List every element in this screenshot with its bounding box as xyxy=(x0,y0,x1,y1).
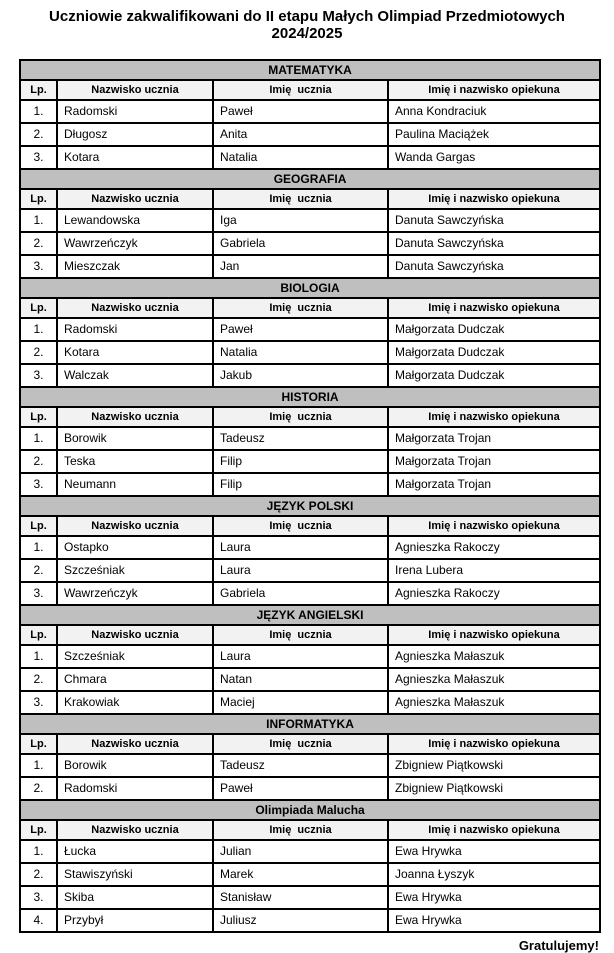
column-header: Imię ucznia xyxy=(213,734,388,754)
column-header: Nazwisko ucznia xyxy=(57,734,213,754)
cell-lp: 1. xyxy=(20,427,57,450)
column-header: Imię ucznia xyxy=(213,407,388,427)
table-row xyxy=(20,318,600,341)
cell-lp: 2. xyxy=(20,668,57,691)
table-row xyxy=(20,645,600,668)
cell-surname: Wawrzeńczyk xyxy=(57,582,213,605)
cell-lp: 3. xyxy=(20,473,57,496)
cell-guardian: Małgorzata Dudczak xyxy=(388,318,600,341)
column-header: Imię i nazwisko opiekuna xyxy=(388,820,600,840)
column-header: Nazwisko ucznia xyxy=(57,516,213,536)
cell-surname: Szcześniak xyxy=(57,559,213,582)
table-row xyxy=(20,668,600,691)
cell-guardian: Agnieszka Małaszuk xyxy=(388,691,600,714)
section-title: HISTORIA xyxy=(20,387,600,407)
column-header: Imię i nazwisko opiekuna xyxy=(388,516,600,536)
section-title: Olimpiada Malucha xyxy=(20,800,600,820)
cell-guardian: Ewa Hrywka xyxy=(388,886,600,909)
table-row xyxy=(20,536,600,559)
cell-guardian: Agnieszka Rakoczy xyxy=(388,536,600,559)
cell-lp: 1. xyxy=(20,754,57,777)
cell-surname: Borowik xyxy=(57,427,213,450)
section-title: GEOGRAFIA xyxy=(20,169,600,189)
cell-lp: 2. xyxy=(20,450,57,473)
cell-lp: 4. xyxy=(20,909,57,932)
cell-firstname: Natalia xyxy=(213,341,388,364)
cell-surname: Teska xyxy=(57,450,213,473)
column-header-row xyxy=(20,820,600,840)
cell-guardian: Danuta Sawczyńska xyxy=(388,209,600,232)
cell-lp: 3. xyxy=(20,691,57,714)
table-row xyxy=(20,691,600,714)
column-header: Nazwisko ucznia xyxy=(57,189,213,209)
section-header-row xyxy=(20,387,600,407)
column-header: Lp. xyxy=(20,734,57,754)
cell-surname: Szcześniak xyxy=(57,645,213,668)
column-header: Imię i nazwisko opiekuna xyxy=(388,407,600,427)
cell-surname: Wawrzeńczyk xyxy=(57,232,213,255)
cell-lp: 2. xyxy=(20,232,57,255)
cell-firstname: Julian xyxy=(213,840,388,863)
cell-firstname: Natan xyxy=(213,668,388,691)
column-header: Lp. xyxy=(20,298,57,318)
table-row xyxy=(20,582,600,605)
cell-surname: Krakowiak xyxy=(57,691,213,714)
subject-section xyxy=(20,800,600,932)
cell-surname: Kotara xyxy=(57,341,213,364)
section-header-row xyxy=(20,496,600,516)
column-header: Lp. xyxy=(20,625,57,645)
cell-surname: Neumann xyxy=(57,473,213,496)
cell-surname: Ostapko xyxy=(57,536,213,559)
table-row xyxy=(20,863,600,886)
cell-surname: Walczak xyxy=(57,364,213,387)
results-table xyxy=(19,59,601,933)
cell-guardian: Małgorzata Dudczak xyxy=(388,364,600,387)
column-header: Nazwisko ucznia xyxy=(57,80,213,100)
column-header: Imię i nazwisko opiekuna xyxy=(388,625,600,645)
cell-firstname: Natalia xyxy=(213,146,388,169)
cell-lp: 1. xyxy=(20,645,57,668)
cell-surname: Radomski xyxy=(57,100,213,123)
cell-lp: 3. xyxy=(20,886,57,909)
cell-firstname: Marek xyxy=(213,863,388,886)
cell-firstname: Paweł xyxy=(213,100,388,123)
column-header-row xyxy=(20,516,600,536)
table-row xyxy=(20,255,600,278)
column-header: Imię ucznia xyxy=(213,516,388,536)
column-header-row xyxy=(20,625,600,645)
table-row xyxy=(20,559,600,582)
table-row xyxy=(20,341,600,364)
column-header: Nazwisko ucznia xyxy=(57,298,213,318)
section-header-row xyxy=(20,714,600,734)
cell-lp: 1. xyxy=(20,840,57,863)
column-header-row xyxy=(20,80,600,100)
cell-guardian: Joanna Łyszyk xyxy=(388,863,600,886)
column-header: Lp. xyxy=(20,820,57,840)
title-line-1: Uczniowie zakwalifikowani do II etapu Małych Olimpiad Przedmiotowych xyxy=(49,8,565,25)
table-row xyxy=(20,232,600,255)
column-header: Imię ucznia xyxy=(213,625,388,645)
column-header: Imię ucznia xyxy=(213,820,388,840)
column-header: Nazwisko ucznia xyxy=(57,625,213,645)
cell-surname: Borowik xyxy=(57,754,213,777)
cell-firstname: Paweł xyxy=(213,777,388,800)
subject-section xyxy=(20,496,600,605)
cell-surname: Skiba xyxy=(57,886,213,909)
cell-firstname: Jakub xyxy=(213,364,388,387)
cell-lp: 3. xyxy=(20,582,57,605)
table-row xyxy=(20,909,600,932)
cell-lp: 1. xyxy=(20,209,57,232)
cell-lp: 2. xyxy=(20,123,57,146)
cell-firstname: Iga xyxy=(213,209,388,232)
section-header-row xyxy=(20,60,600,80)
cell-surname: Radomski xyxy=(57,777,213,800)
cell-firstname: Laura xyxy=(213,559,388,582)
cell-guardian: Agnieszka Rakoczy xyxy=(388,582,600,605)
table-row xyxy=(20,209,600,232)
subject-section xyxy=(20,60,600,169)
cell-firstname: Maciej xyxy=(213,691,388,714)
table-row xyxy=(20,886,600,909)
subject-section xyxy=(20,387,600,496)
cell-guardian: Irena Lubera xyxy=(388,559,600,582)
subject-section xyxy=(20,605,600,714)
congrats-text: Gratulujemy! xyxy=(518,937,599,953)
column-header-row xyxy=(20,734,600,754)
column-header-row xyxy=(20,407,600,427)
cell-firstname: Tadeusz xyxy=(213,427,388,450)
column-header: Nazwisko ucznia xyxy=(57,820,213,840)
column-header: Imię i nazwisko opiekuna xyxy=(388,734,600,754)
table-row xyxy=(20,840,600,863)
cell-guardian: Małgorzata Trojan xyxy=(388,473,600,496)
cell-guardian: Wanda Gargas xyxy=(388,146,600,169)
cell-surname: Lewandowska xyxy=(57,209,213,232)
cell-firstname: Stanisław xyxy=(213,886,388,909)
cell-guardian: Małgorzata Trojan xyxy=(388,427,600,450)
subject-section xyxy=(20,169,600,278)
cell-guardian: Zbigniew Piątkowski xyxy=(388,754,600,777)
column-header-row xyxy=(20,298,600,318)
column-header: Imię i nazwisko opiekuna xyxy=(388,298,600,318)
table-row xyxy=(20,450,600,473)
cell-firstname: Filip xyxy=(213,450,388,473)
cell-lp: 1. xyxy=(20,536,57,559)
cell-guardian: Zbigniew Piątkowski xyxy=(388,777,600,800)
cell-lp: 1. xyxy=(20,100,57,123)
section-title: BIOLOGIA xyxy=(20,278,600,298)
cell-surname: Przybył xyxy=(57,909,213,932)
subject-section xyxy=(20,714,600,800)
cell-guardian: Małgorzata Dudczak xyxy=(388,341,600,364)
cell-surname: Radomski xyxy=(57,318,213,341)
column-header: Lp. xyxy=(20,407,57,427)
table-row xyxy=(20,100,600,123)
section-title: MATEMATYKA xyxy=(20,60,600,80)
cell-surname: Kotara xyxy=(57,146,213,169)
cell-lp: 2. xyxy=(20,863,57,886)
column-header: Imię ucznia xyxy=(213,189,388,209)
cell-guardian: Paulina Maciążek xyxy=(388,123,600,146)
section-header-row xyxy=(20,800,600,820)
column-header: Imię ucznia xyxy=(213,80,388,100)
column-header: Imię ucznia xyxy=(213,298,388,318)
cell-firstname: Laura xyxy=(213,536,388,559)
page-title xyxy=(0,0,614,43)
table-row xyxy=(20,754,600,777)
cell-firstname: Anita xyxy=(213,123,388,146)
cell-firstname: Gabriela xyxy=(213,582,388,605)
table-row xyxy=(20,364,600,387)
column-header: Lp. xyxy=(20,189,57,209)
section-header-row xyxy=(20,278,600,298)
table-row xyxy=(20,146,600,169)
cell-lp: 3. xyxy=(20,364,57,387)
cell-surname: Łucka xyxy=(57,840,213,863)
cell-lp: 3. xyxy=(20,255,57,278)
table-row xyxy=(20,123,600,146)
cell-guardian: Danuta Sawczyńska xyxy=(388,232,600,255)
cell-guardian: Agnieszka Małaszuk xyxy=(388,645,600,668)
cell-firstname: Laura xyxy=(213,645,388,668)
column-header: Imię i nazwisko opiekuna xyxy=(388,189,600,209)
cell-firstname: Jan xyxy=(213,255,388,278)
cell-surname: Stawiszyński xyxy=(57,863,213,886)
table-row xyxy=(20,427,600,450)
section-title: JĘZYK ANGIELSKI xyxy=(20,605,600,625)
cell-firstname: Juliusz xyxy=(213,909,388,932)
cell-guardian: Anna Kondraciuk xyxy=(388,100,600,123)
table-row xyxy=(20,473,600,496)
column-header: Nazwisko ucznia xyxy=(57,407,213,427)
cell-guardian: Ewa Hrywka xyxy=(388,840,600,863)
cell-lp: 2. xyxy=(20,341,57,364)
cell-lp: 3. xyxy=(20,146,57,169)
cell-surname: Długosz xyxy=(57,123,213,146)
cell-guardian: Agnieszka Małaszuk xyxy=(388,668,600,691)
column-header-row xyxy=(20,189,600,209)
cell-guardian: Małgorzata Trojan xyxy=(388,450,600,473)
cell-surname: Chmara xyxy=(57,668,213,691)
column-header: Imię i nazwisko opiekuna xyxy=(388,80,600,100)
cell-lp: 2. xyxy=(20,559,57,582)
section-title: JĘZYK POLSKI xyxy=(20,496,600,516)
cell-surname: Mieszczak xyxy=(57,255,213,278)
section-title: INFORMATYKA xyxy=(20,714,600,734)
section-header-row xyxy=(20,169,600,189)
cell-firstname: Filip xyxy=(213,473,388,496)
section-header-row xyxy=(20,605,600,625)
cell-firstname: Gabriela xyxy=(213,232,388,255)
subject-section xyxy=(20,278,600,387)
cell-guardian: Danuta Sawczyńska xyxy=(388,255,600,278)
cell-firstname: Paweł xyxy=(213,318,388,341)
cell-guardian: Ewa Hrywka xyxy=(388,909,600,932)
title-line-2: 2024/2025 xyxy=(271,25,343,43)
column-header: Lp. xyxy=(20,80,57,100)
cell-firstname: Tadeusz xyxy=(213,754,388,777)
cell-lp: 1. xyxy=(20,318,57,341)
cell-lp: 2. xyxy=(20,777,57,800)
table-row xyxy=(20,777,600,800)
column-header: Lp. xyxy=(20,516,57,536)
